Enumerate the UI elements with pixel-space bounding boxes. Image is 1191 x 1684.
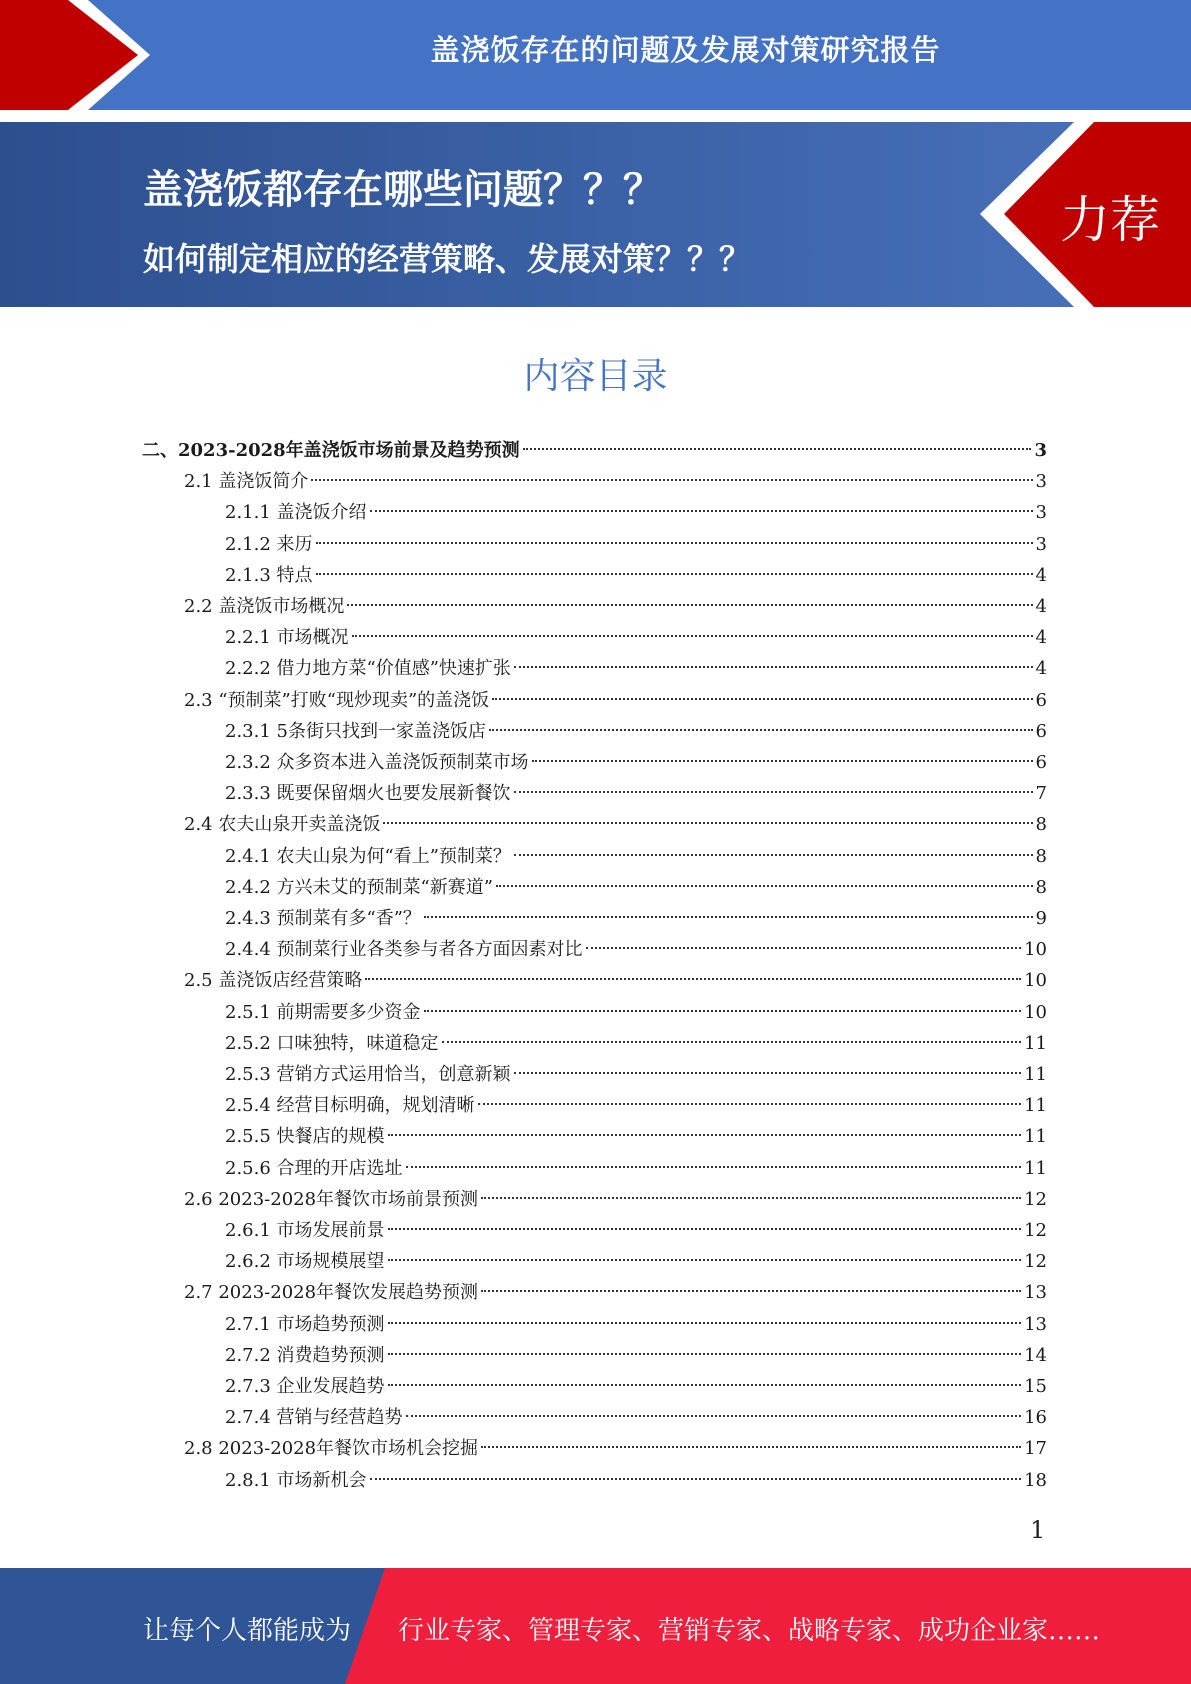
- toc-entry-page: 3: [1034, 440, 1047, 461]
- toc-entry-page: 4: [1035, 596, 1047, 617]
- toc-entry-page: 3: [1035, 502, 1047, 524]
- toc-dot-leader: [492, 698, 1032, 700]
- toc-entry-label: 2.5.1 前期需要多少资金: [225, 1001, 421, 1023]
- toc-entry[interactable]: [142, 436, 1047, 466]
- toc-entry[interactable]: [225, 1310, 1047, 1340]
- toc-entry-page: 10: [1024, 970, 1047, 992]
- toc-entry[interactable]: [225, 1029, 1047, 1059]
- toc-dot-leader: [424, 1010, 1022, 1012]
- toc-dot-leader: [388, 1322, 1022, 1324]
- toc-dot-leader: [388, 1259, 1022, 1261]
- toc-entry-label: 2.3.1 5条街只找到一家盖浇饭店: [225, 720, 486, 742]
- toc-dot-leader: [481, 1197, 1021, 1199]
- header-divider: [0, 110, 1191, 122]
- toc-dot-leader: [388, 1228, 1022, 1230]
- toc-dot-leader: [370, 510, 1033, 512]
- toc-dot-leader: [388, 1134, 1022, 1136]
- toc-entry-page: 11: [1024, 1032, 1047, 1054]
- toc-dot-leader: [406, 1166, 1022, 1168]
- toc-entry[interactable]: [225, 1403, 1047, 1433]
- toc-entry[interactable]: [184, 1185, 1047, 1215]
- toc-entry-page: 4: [1035, 564, 1047, 586]
- toc-dot-leader: [311, 479, 1032, 481]
- toc-entry-page: 4: [1035, 627, 1047, 649]
- toc-entry-label: 2.5.2 口味独特，味道稳定: [225, 1032, 439, 1054]
- toc-dot-leader: [481, 1290, 1021, 1292]
- toc-entry-label: 2.1.3 特点: [225, 564, 313, 586]
- toc-entry-page: 6: [1035, 689, 1047, 711]
- toc-entry[interactable]: [184, 1434, 1047, 1464]
- toc-entry-page: 3: [1035, 471, 1047, 493]
- toc-dot-leader: [514, 1072, 1022, 1074]
- toc-entry-label: 2.3.2 众多资本进入盖浇饭预制菜市场: [225, 752, 529, 773]
- toc-entry-page: 10: [1024, 939, 1047, 961]
- toc-entry-page: 7: [1035, 783, 1047, 805]
- toc-entry[interactable]: [225, 1247, 1047, 1277]
- toc-entry-page: 11: [1024, 1126, 1047, 1148]
- toc-entry-label: 2.7.2 消费趋势预测: [225, 1344, 385, 1366]
- toc-dot-leader: [388, 1353, 1022, 1355]
- toc-dot-leader: [496, 885, 1033, 887]
- toc-entry-page: 14: [1024, 1344, 1047, 1366]
- toc-entry[interactable]: [225, 1216, 1047, 1246]
- toc-entry-page: 17: [1024, 1438, 1047, 1460]
- toc-dot-leader: [316, 573, 1033, 575]
- toc-entry[interactable]: [225, 935, 1047, 965]
- toc-entry-page: 12: [1024, 1251, 1047, 1273]
- toc-entry-label: 2.4.1 农夫山泉为何“看上”预制菜？: [225, 845, 511, 867]
- toc-entry-page: 9: [1035, 908, 1047, 929]
- toc-entry[interactable]: [225, 1060, 1047, 1090]
- toc-dot-leader: [406, 1415, 1022, 1417]
- toc-entry-page: 8: [1035, 845, 1047, 867]
- toc-entry-label: 2.4.2 方兴未艾的预制菜“新赛道”: [225, 876, 493, 898]
- toc-dot-leader: [514, 791, 1033, 793]
- toc-entry-label: 二、2023-2028年盖浇饭市场前景及趋势预测: [142, 440, 520, 461]
- banner-question-2: 如何制定相应的经营策略、发展对策？？？: [143, 240, 752, 278]
- toc-entry-label: 2.1.2 来历: [225, 533, 313, 555]
- toc-entry-page: 12: [1024, 1220, 1047, 1241]
- toc-entry[interactable]: [184, 810, 1047, 840]
- toc-entry-label: 2.7 2023-2028年餐饮发展趋势预测: [184, 1282, 479, 1304]
- toc-entry-page: 13: [1024, 1313, 1047, 1335]
- toc-entry-label: 2.7.1 市场趋势预测: [225, 1313, 385, 1335]
- toc-dot-leader: [514, 854, 1033, 856]
- toc-entry-label: 2.2 盖浇饭市场概况: [184, 596, 345, 617]
- toc-entry-label: 2.5.3 营销方式运用恰当，创意新颖: [225, 1064, 511, 1085]
- report-title: 盖浇饭存在的问题及发展对策研究报告: [430, 33, 941, 67]
- toc-dot-leader: [424, 916, 1033, 918]
- toc-entry-label: 2.7.3 企业发展趋势: [225, 1376, 385, 1397]
- toc-entry[interactable]: [184, 1278, 1047, 1308]
- toc-entry-label: 2.5.4 经营目标明确，规划清晰: [225, 1095, 475, 1117]
- footer-slogan-right: 行业专家、管理专家、营销专家、战略专家、成功企业家……: [398, 1616, 1101, 1646]
- toc-entry[interactable]: [225, 873, 1047, 903]
- recommend-tag: 力荐: [1060, 191, 1160, 249]
- toc-entry-label: 2.2.2 借力地方菜“价值感”快速扩张: [225, 658, 511, 680]
- toc-entry-page: 12: [1024, 1188, 1047, 1210]
- toc-entry-page: 13: [1024, 1282, 1047, 1304]
- toc-entry[interactable]: [225, 717, 1047, 747]
- toc-entry-label: 2.1 盖浇饭简介: [184, 471, 309, 493]
- toc-dot-leader: [478, 1103, 1022, 1105]
- banner-question-1: 盖浇饭都存在哪些问题？？？: [143, 167, 663, 213]
- toc-entry-label: 2.2.1 市场概况: [225, 627, 349, 649]
- toc-entry-label: 2.5 盖浇饭店经营策略: [184, 970, 363, 992]
- toc-entry-label: 2.6 2023-2028年餐饮市场前景预测: [184, 1188, 479, 1210]
- toc-dot-leader: [370, 1478, 1022, 1480]
- toc-dot-leader: [352, 635, 1033, 637]
- toc-entry[interactable]: [184, 966, 1047, 996]
- toc-entry-page: 3: [1035, 533, 1047, 555]
- toc-entry-page: 18: [1024, 1469, 1047, 1491]
- toc-entry[interactable]: [225, 1091, 1047, 1121]
- toc-entry-label: 2.8 2023-2028年餐饮市场机会挖掘: [184, 1438, 479, 1460]
- toc-entry-page: 11: [1024, 1157, 1047, 1179]
- footer-slogan-left: 让每个人都能成为: [143, 1616, 352, 1646]
- toc-entry-label: 2.1.1 盖浇饭介绍: [225, 502, 367, 524]
- toc-entry[interactable]: [225, 904, 1047, 934]
- toc-entry-page: 8: [1035, 814, 1047, 836]
- toc-entry-label: 2.4.3 预制菜有多“香”？: [225, 908, 421, 929]
- toc-dot-leader: [514, 666, 1033, 668]
- toc-dot-leader: [523, 448, 1032, 450]
- toc-dot-leader: [481, 1446, 1021, 1448]
- toc-dot-leader: [365, 978, 1021, 980]
- toc-entry[interactable]: [184, 467, 1047, 497]
- toc-entry-page: 6: [1035, 720, 1047, 742]
- toc-entry[interactable]: [225, 654, 1047, 684]
- toc-entry-label: 2.8.1 市场新机会: [225, 1469, 367, 1491]
- toc-entry-page: 10: [1024, 1001, 1047, 1023]
- toc-entry[interactable]: [225, 498, 1047, 528]
- toc-dot-leader: [383, 822, 1032, 824]
- toc-entry-label: 2.7.4 营销与经营趋势: [225, 1407, 403, 1429]
- toc-entry[interactable]: [225, 1372, 1047, 1402]
- toc-entry[interactable]: [225, 1154, 1047, 1184]
- toc-entry[interactable]: [225, 561, 1047, 591]
- toc-dot-leader: [489, 729, 1033, 731]
- toc-entry-page: 11: [1024, 1064, 1047, 1085]
- toc-entry[interactable]: [184, 592, 1047, 622]
- page-number: 1: [1030, 1516, 1046, 1544]
- toc-entry-label: 2.4.4 预制菜行业各类参与者各方面因素对比: [225, 939, 583, 961]
- toc-heading: 内容目录: [523, 356, 668, 397]
- toc-entry-label: 2.3 “预制菜”打败“现炒现卖”的盖浇饭: [184, 689, 490, 711]
- toc-entry-label: 2.5.5 快餐店的规模: [225, 1126, 385, 1148]
- toc-dot-leader: [388, 1384, 1022, 1386]
- toc-dot-leader: [442, 1041, 1022, 1043]
- toc-entry-label: 2.6.1 市场发展前景: [225, 1220, 385, 1241]
- toc-dot-leader: [532, 760, 1033, 762]
- toc-entry-page: 11: [1024, 1095, 1047, 1117]
- toc-entry[interactable]: [225, 842, 1047, 872]
- toc-entry[interactable]: [225, 998, 1047, 1028]
- toc-entry-label: 2.5.6 合理的开店选址: [225, 1157, 403, 1179]
- toc-dot-leader: [347, 604, 1032, 606]
- toc-dot-leader: [586, 947, 1022, 949]
- toc-entry-page: 15: [1024, 1376, 1047, 1397]
- toc-entry[interactable]: [225, 1341, 1047, 1371]
- toc-entry[interactable]: [225, 530, 1047, 560]
- toc-entry[interactable]: [184, 686, 1047, 716]
- toc-entry-label: 2.4 农夫山泉开卖盖浇饭: [184, 814, 381, 836]
- toc-entry[interactable]: [225, 1122, 1047, 1152]
- toc-entry-label: 2.3.3 既要保留烟火也要发展新餐饮: [225, 783, 511, 805]
- toc-entry[interactable]: [225, 1466, 1047, 1496]
- toc-entry[interactable]: [225, 779, 1047, 809]
- toc-dot-leader: [316, 542, 1033, 544]
- toc-entry-page: 8: [1035, 876, 1047, 898]
- toc-entry-page: 6: [1035, 752, 1047, 773]
- toc-entry-label: 2.6.2 市场规模展望: [225, 1251, 385, 1273]
- toc-entry-page: 16: [1024, 1407, 1047, 1429]
- toc-entry[interactable]: [225, 748, 1047, 778]
- toc-entry-page: 4: [1035, 658, 1047, 680]
- toc-entry[interactable]: [225, 623, 1047, 653]
